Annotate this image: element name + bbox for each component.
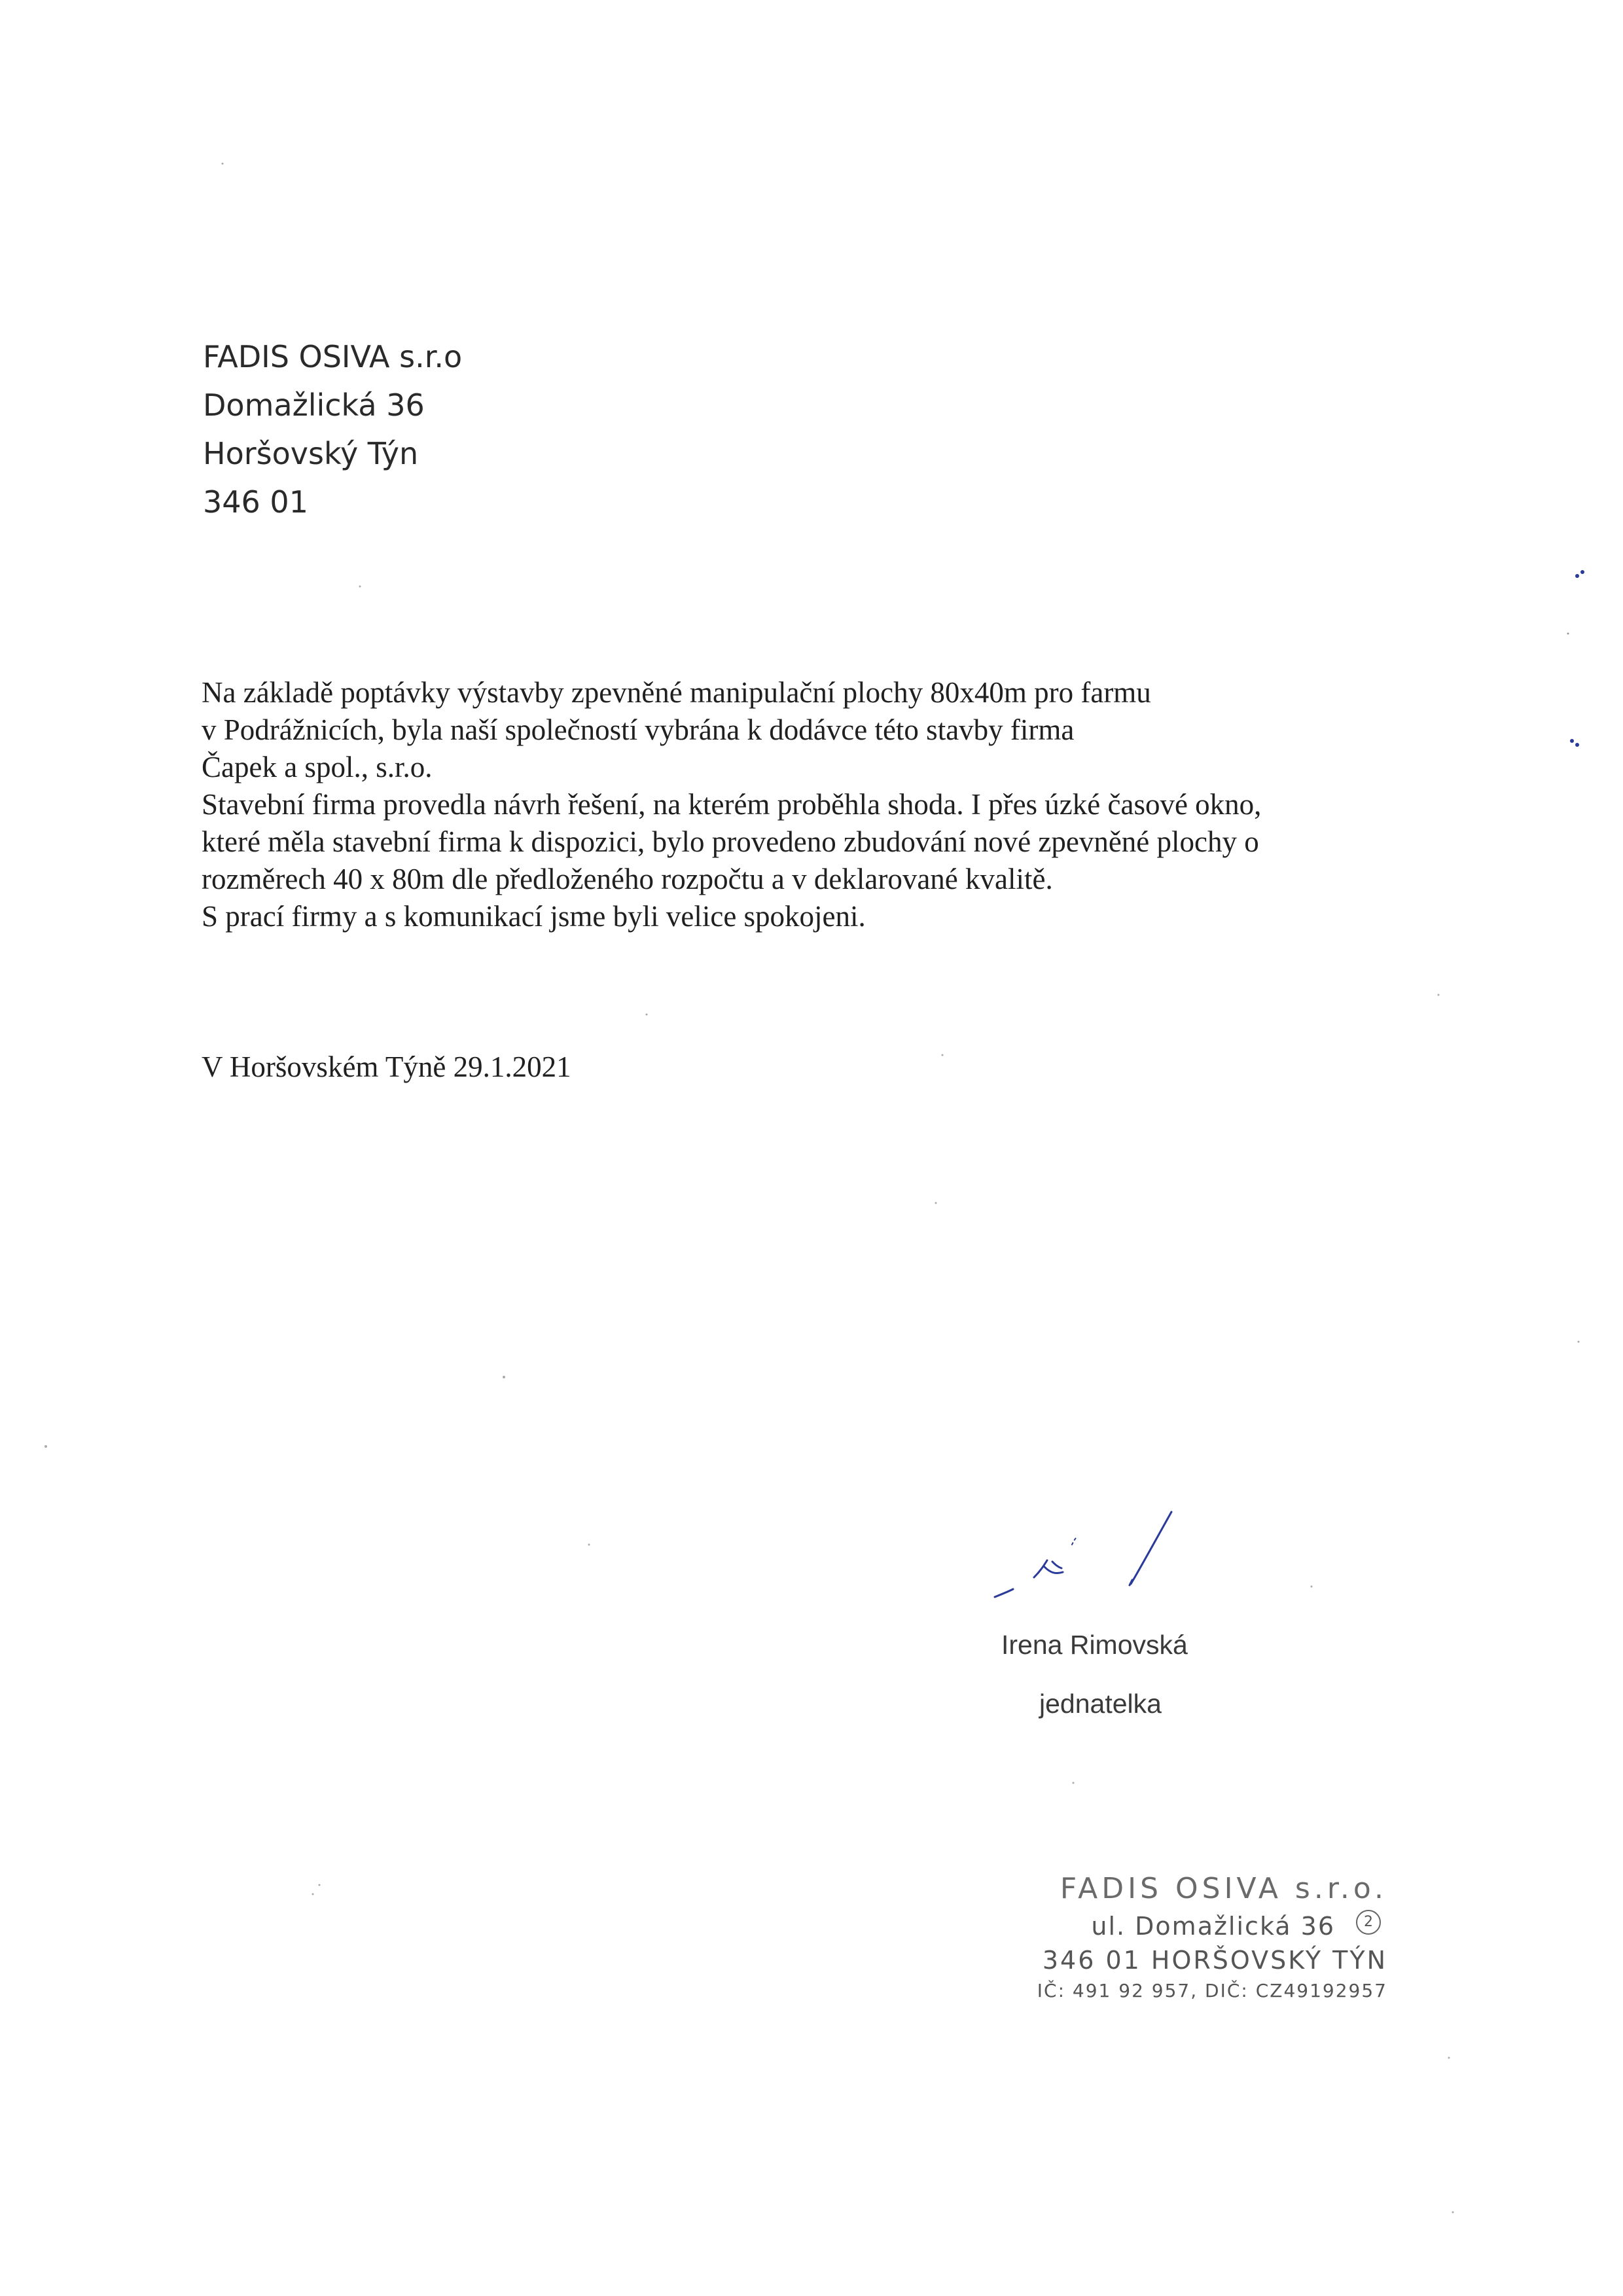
signer-name: Irena Rimovská [1001,1630,1188,1660]
body-line: Čapek a spol., s.r.o. [202,751,433,783]
recipient-city: Horšovský Týn [203,436,419,471]
stamp-company-name: FADIS OSIVA s.r.o. [1060,1872,1387,1905]
letter-body [202,674,1510,935]
stamp-number-badge: 2 [1356,1910,1381,1935]
company-stamp [1021,1872,1387,2001]
recipient-zip: 346 01 [203,484,308,520]
body-line: Stavební firma provedla návrh řešení, na kterém proběhla shoda. I přes úzké časové okno, [202,788,1262,821]
stamp-city: 346 01 HORŠOVSKÝ TÝN [1042,1946,1387,1975]
stamp-street-text: ul. Domažlická 36 [1091,1912,1335,1941]
body-line: v Podrážnicích, byla naší společností vybrána k dodávce této stavby firma [202,713,1075,746]
recipient-street: Domažlická 36 [203,387,425,423]
recipient-address [203,332,462,526]
body-line: S prací firmy a s komunikací jsme byli velice spokojeni. [202,900,866,933]
place-and-date: V Horšovském Týně 29.1.2021 [202,1050,571,1083]
signer-role: jednatelka [1039,1689,1162,1719]
body-line: rozměrech 40 x 80m dle předloženého rozpočtu a v deklarované kvalitě. [202,863,1053,895]
body-line: Na základě poptávky výstavby zpevněné manipulační plochy 80x40m pro farmu [202,676,1151,709]
stamp-ids: IČ: 491 92 957, DIČ: CZ49192957 [1037,1980,1387,2001]
body-line: které měla stavební firma k dispozici, bylo provedeno zbudování nové zpevněné plochy o [202,825,1259,858]
handwritten-signature [982,1499,1217,1636]
recipient-company: FADIS OSIVA s.r.o [203,339,463,374]
stamp-street [1021,1912,1387,1941]
